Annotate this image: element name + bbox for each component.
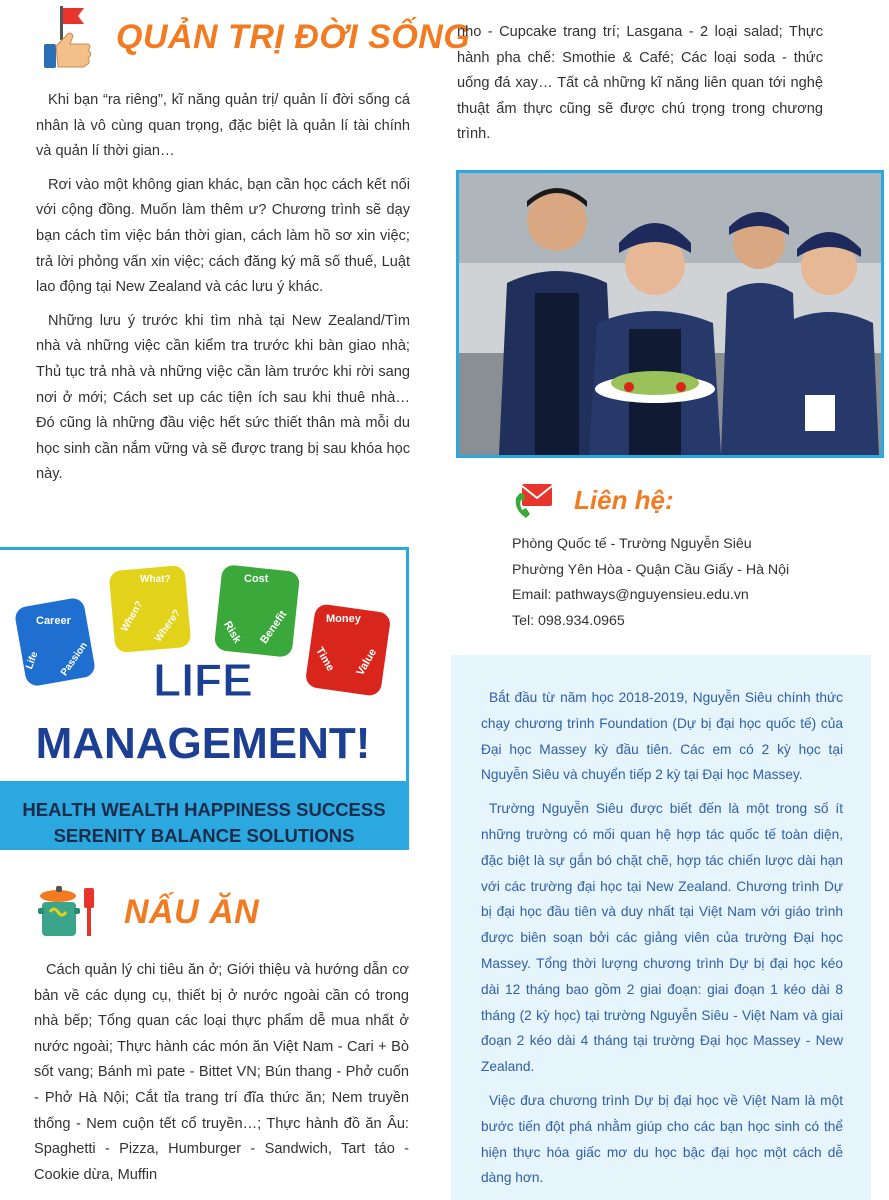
- life-section-title: QUẢN TRỊ ĐỜI SỐNG: [116, 17, 471, 56]
- cooking-paragraph-continued: nho - Cupcake trang trí; Lasgana - 2 loại salad; Thực hành pha chế: Smothie & Café; Các loại soda - thức uống đá xay… Tất cả những kĩ năng liên quan tới nghệ thuật ẩm thực cũng sẽ được chú trọng trong chương trình.: [457, 24, 823, 143]
- dice-label: Career: [36, 615, 71, 627]
- dice-label: Where?: [152, 607, 183, 645]
- life-section-heading: [40, 2, 470, 72]
- dice-career: [14, 597, 97, 688]
- cooking-pot-icon: [36, 882, 100, 942]
- foundation-info-box: [451, 655, 871, 1200]
- foundation-paragraph: Trường Nguyễn Siêu được biết đến là một trong số ít những trường có mối quan hệ hợp tác quốc tế toàn diện, đặc biệt là sự gắn bó chặt chẽ, hợp tác chiến lược dài hạn với các trường đại học tại New Zealand. Chương trình Dự bị đại học đầu tiên và duy nhất tại Việt Nam với giáo trình được biên soạn bởi các giảng viên của trường Đại học Massey. Tổng thời lượng chương trình Dự bị đại học kéo dài 12 tháng bao gồm 2 giai đoạn: giai đoạn 1 kéo dài 8 tháng (2 kỳ học) tại trường Nguyễn Siêu - Việt Nam và giai đoạn 2 kéo dài 4 tháng tại trường Đại học Massey - New Zealand.: [481, 801, 843, 1075]
- dice-label: Life: [24, 650, 41, 671]
- dice-money: [305, 603, 392, 697]
- contact-line-office: Phòng Quốc tế - Trường Nguyễn Siêu: [512, 536, 752, 552]
- contact-line-address: Phường Yên Hòa - Quận Cầu Giấy - Hà Nội: [512, 561, 790, 578]
- life-paragraph: Khi bạn “ra riêng”, kĩ năng quản trị/ quản lí đời sống cá nhân là vô cùng quan trọng, đặc biệt là quản lí tài chính và quản lí thời gian…: [36, 92, 410, 160]
- cooking-section-body: [34, 958, 409, 1196]
- banner-line-2: SERENITY BALANCE SOLUTIONS: [53, 825, 355, 846]
- dice-label: Value: [354, 646, 380, 678]
- banner-line-1: HEALTH WEALTH HAPPINESS SUCCESS: [22, 799, 386, 820]
- management-headline: MANAGEMENT!: [35, 719, 371, 768]
- dice-label: Risk: [221, 619, 244, 646]
- cooking-section-heading: [36, 880, 259, 944]
- contact-details: [512, 532, 789, 634]
- cooking-paragraph: Cách quản lý chi tiêu ăn ở; Giới thiệu và hướng dẫn cơ bản về các dụng cụ, thiết bị ở nước ngoài cần có trong nhà bếp; Tổng quan các loại thực phẩm dễ mua nhất ở nước ngoài; Thực hành các món ăn Việt Nam - Cari + Bò sốt vang; Bánh mì pate - Bittet VN; Bún thang - Phở cuốn - Phở Hà Nội; Cắt tỉa trang trí đĩa thức ăn; Nem truyền thống - Nem cuộn tết cổ truyền…; Thực hành đồ ăn Âu: Spaghetti - Pizza, Humburger - Sandwich, Tart táo - Cookie dừa, Muffin: [34, 962, 409, 1183]
- phone-envelope-icon: [512, 480, 554, 520]
- dice-what: [109, 565, 192, 653]
- students-cooking-photo: [456, 170, 884, 458]
- foundation-paragraph: Bắt đầu từ năm học 2018-2019, Nguyễn Siêu chính thức chạy chương trình Foundation (Dự bị đại học quốc tế) của Đại học Massey kỳ đầu tiên. Các em có 2 kỳ học tại Nguyễn Siêu và chuyển tiếp 2 kỳ tại Đại học Massey.: [481, 690, 843, 783]
- life-section-body: [36, 88, 410, 496]
- contact-title: Liên hệ:: [574, 484, 674, 515]
- dice-label: Benefit: [258, 608, 290, 647]
- cooking-section-continued: [457, 20, 823, 156]
- contact-line-email[interactable]: Email: pathways@nguyensieu.edu.vn: [512, 587, 749, 604]
- dice-cost: [214, 564, 301, 658]
- dice-label: What?: [140, 574, 171, 585]
- life-paragraph: Những lưu ý trước khi tìm nhà tại New Zealand/Tìm nhà và những việc cần kiểm tra trước khi bàn giao nhà; Thủ tục trả nhà và những việc cần làm trước khi rời sang nơi ở mới; Cách set up các tiện ích sau khi thuê nhà… Đó cũng là những đầu việc hết sức thiết thân mà mỗi du học sinh cần nắm vững và sẽ được trang bị sau khóa học này.: [36, 312, 410, 483]
- dice-label: When?: [119, 599, 146, 634]
- dice-label: Cost: [244, 573, 269, 585]
- dice-label: Passion: [58, 640, 90, 679]
- foundation-paragraph: Việc đưa chương trình Dự bị đại học về Việt Nam là một bước tiến đột phá nhằm giúp cho các bạn học sinh có thể hiện thực hóa giấc mơ du học bậc đại học một cách dễ dàng hơn.: [481, 1092, 843, 1186]
- life-management-banner: [0, 781, 408, 850]
- life-headline: LIFE: [153, 654, 253, 706]
- dice-label: Time: [313, 645, 337, 674]
- life-paragraph: Rơi vào một không gian khác, bạn cần học cách kết nối với cộng đồng. Muốn làm thêm ư? Chương trình sẽ dạy bạn cách tìm việc bán thời gian, cách làm hồ sơ xin việc; trả lời phỏng vấn xin việc; cách đăng ký mã số thuế, Luật lao động tại New Zealand và các lưu ý khác.: [36, 176, 410, 296]
- contact-heading: [512, 478, 674, 522]
- cooking-section-title: NẤU ĂN: [124, 892, 260, 931]
- contact-line-phone[interactable]: Tel: 098.934.0965: [512, 612, 625, 629]
- dice-label: Money: [326, 613, 361, 625]
- flag-thumbs-up-icon: [40, 4, 98, 70]
